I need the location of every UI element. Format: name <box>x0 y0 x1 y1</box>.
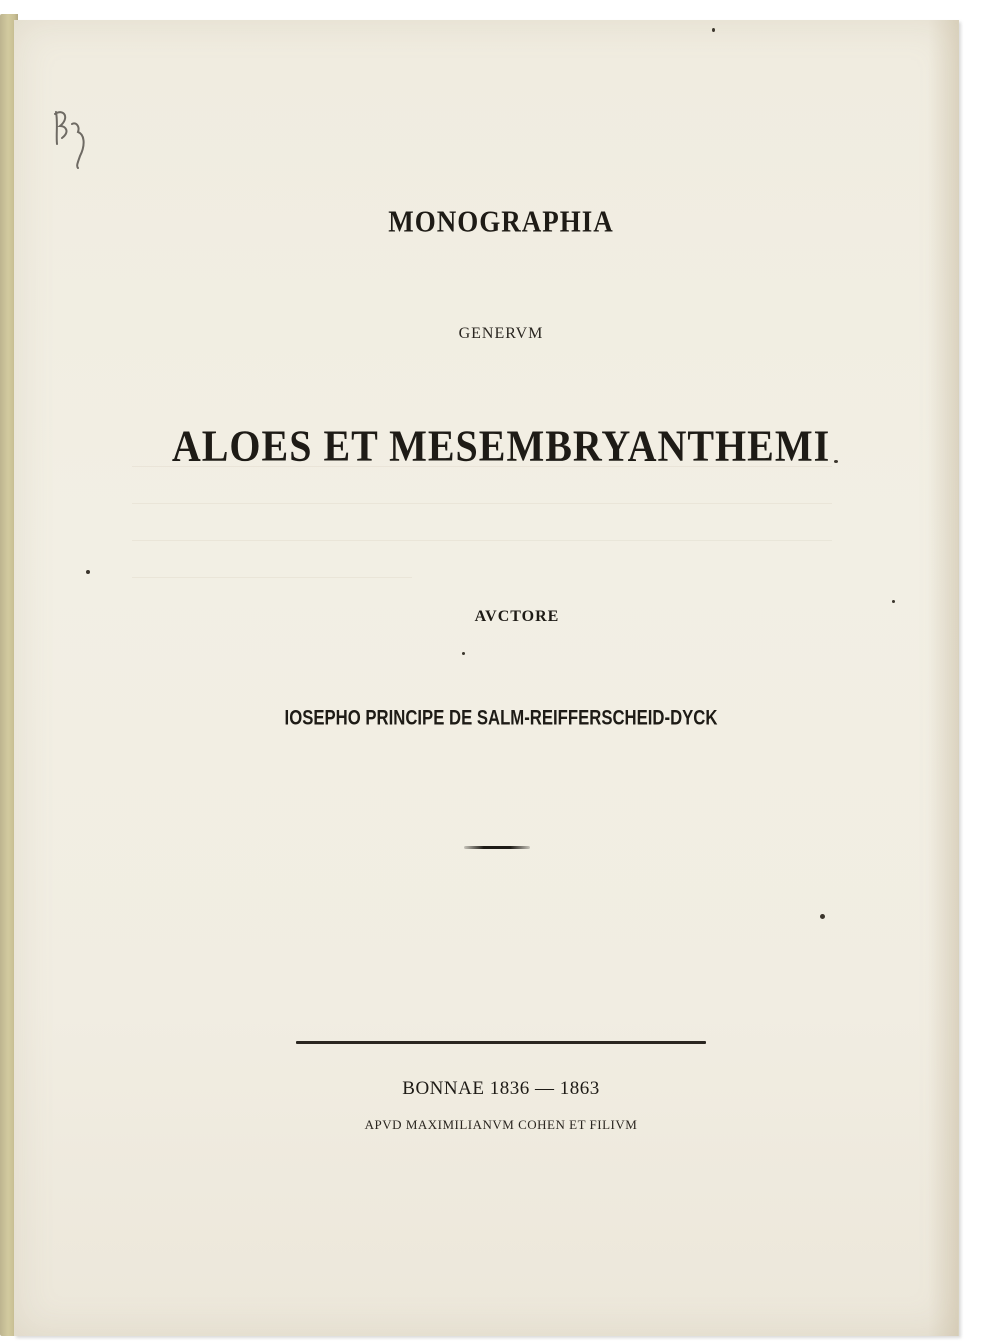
imprint-place-dates: BONNAE 1836 — 1863 <box>402 1078 600 1099</box>
title-page <box>14 20 959 1336</box>
horizontal-rule <box>296 1041 706 1044</box>
foxing-speck <box>892 600 895 603</box>
foxing-speck <box>820 914 825 919</box>
foxing-speck <box>712 28 715 32</box>
foxing-speck <box>834 460 838 463</box>
imprint-publisher: APVD MAXIMILIANVM COHEN ET FILIVM <box>364 1117 638 1132</box>
show-through-bleed <box>132 460 832 578</box>
ornamental-dash <box>464 846 530 849</box>
pencil-annotation <box>50 104 94 170</box>
author-label: AVCTORE <box>474 608 560 625</box>
title-monographia: MONOGRAPHIA <box>388 203 614 239</box>
main-title: ALOES ET MESEMBRYANTHEMI <box>171 420 831 471</box>
foxing-speck <box>462 652 465 655</box>
author-name: IOSEPHO PRINCIPE DE SALM-REIFFERSCHEID-DYCK <box>284 706 718 730</box>
subtitle-generum: GENERVM <box>458 325 544 342</box>
foxing-speck <box>86 570 90 574</box>
